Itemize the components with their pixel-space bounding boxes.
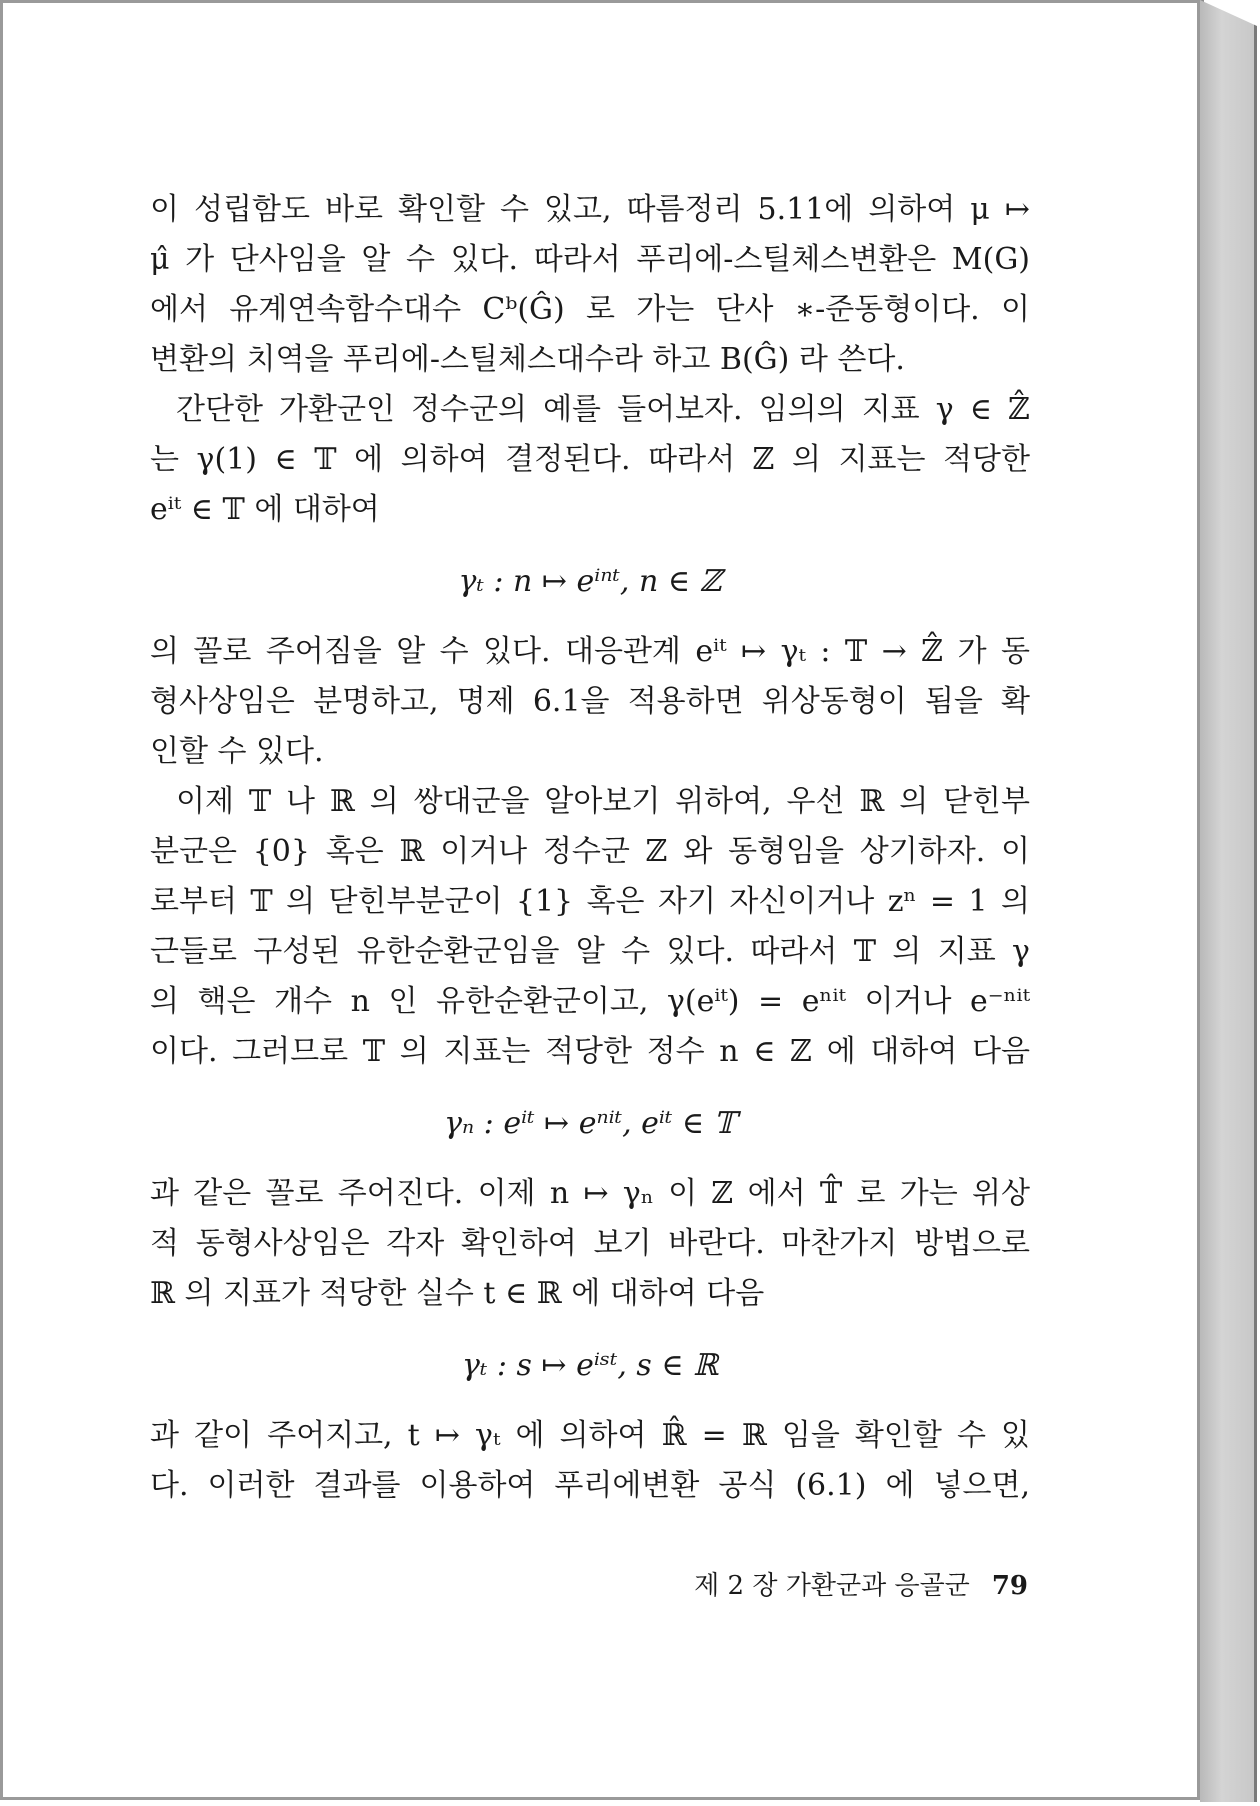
text-line: eⁱᵗ ∈ 𝕋 에 대하여 — [150, 492, 380, 527]
text-line: 인할 수 있다. — [150, 734, 324, 769]
text-line: 과 같은 꼴로 주어진다. 이제 n ↦ γₙ 이 ℤ 에서 𝕋̂ 로 가는 위상 — [150, 1176, 1030, 1211]
text-line: 의 꼴로 주어짐을 알 수 있다. 대응관계 eⁱᵗ ↦ γₜ : 𝕋 → ℤ̂ 가 동 — [150, 634, 1030, 669]
text-line: 는 γ(1) ∈ 𝕋 에 의하여 결정된다. 따라서 ℤ 의 지표는 적당한 — [150, 442, 1030, 477]
text-line: 다. 이러한 결과를 이용하여 푸리에변환 공식 (6.1) 에 넣으면, — [150, 1468, 1030, 1503]
text-line: 이 성립함도 바로 확인할 수 있고, 따름정리 5.11에 의하여 μ ↦ — [150, 192, 1030, 227]
page-footer — [694, 1565, 1028, 1602]
paragraph-1 — [150, 185, 1030, 385]
text-line: 간단한 가환군인 정수군의 예를 들어보자. 임의의 지표 γ ∈ ℤ̂ — [176, 392, 1030, 427]
text-line: 변환의 치역을 푸리에-스틸체스대수라 하고 B(Ĝ) 라 쓴다. — [150, 342, 905, 377]
equation-1: γₜ : n ↦ eⁱⁿᵗ, n ∈ ℤ — [458, 564, 722, 599]
paragraph-5 — [150, 1169, 1030, 1319]
book-side-edge — [1200, 0, 1257, 1802]
chapter-title: 제 2 장 가환군과 응골군 — [694, 1571, 970, 1601]
equation-2: γₙ : eⁱᵗ ↦ eⁿⁱᵗ, eⁱᵗ ∈ 𝕋 — [444, 1106, 736, 1141]
text-line: 이제 𝕋 나 ℝ 의 쌍대군을 알아보기 위하여, 우선 ℝ 의 닫힌부 — [176, 784, 1030, 819]
text-line: ℝ 의 지표가 적당한 실수 t ∈ ℝ 에 대하여 다음 — [150, 1276, 765, 1311]
paragraph-6 — [150, 1411, 1030, 1511]
text-line: 로부터 𝕋 의 닫힌부분군이 {1} 혹은 자기 자신이거나 zⁿ = 1 의 — [150, 884, 1030, 919]
text-line: 에서 유계연속함수대수 Cᵇ(Ĝ) 로 가는 단사 ∗-준동형이다. 이 — [150, 292, 1030, 327]
text-line: 적 동형사상임은 각자 확인하여 보기 바란다. 마찬가지 방법으로 — [150, 1226, 1030, 1261]
text-line: 의 핵은 개수 n 인 유한순환군이고, γ(eⁱᵗ) = eⁿⁱᵗ 이거나 e⁻ⁿⁱᵗ — [150, 984, 1030, 1019]
text-line: 근들로 구성된 유한순환군임을 알 수 있다. 따라서 𝕋 의 지표 γ — [150, 934, 1030, 969]
page-number: 79 — [991, 1571, 1028, 1601]
paragraph-2 — [150, 385, 1030, 535]
equation-3: γₜ : s ↦ eⁱˢᵗ, s ∈ ℝ — [461, 1348, 719, 1383]
text-line: 분군은 {0} 혹은 ℝ 이거나 정수군 ℤ 와 동형임을 상기하자. 이 — [150, 834, 1030, 869]
text-line: 이다. 그러므로 𝕋 의 지표는 적당한 정수 n ∈ ℤ 에 대하여 다음 — [150, 1034, 1030, 1069]
body-text — [150, 185, 1030, 1511]
text-line: 형사상임은 분명하고, 명제 6.1을 적용하면 위상동형이 됨을 확 — [150, 684, 1030, 719]
paragraph-3 — [150, 627, 1030, 777]
text-line: 과 같이 주어지고, t ↦ γₜ 에 의하여 ℝ̂ = ℝ 임을 확인할 수 있 — [150, 1418, 1030, 1453]
text-line: μ̂ 가 단사임을 알 수 있다. 따라서 푸리에-스틸체스변환은 M(G) — [150, 242, 1030, 277]
paragraph-4 — [150, 777, 1030, 1077]
